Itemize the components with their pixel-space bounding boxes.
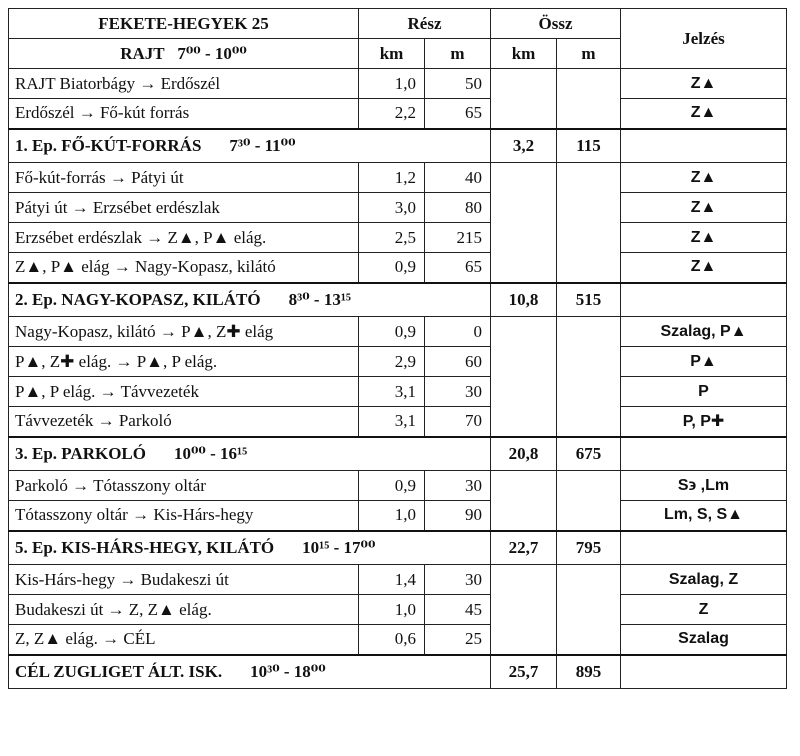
segment-ossz-m [557, 69, 621, 99]
segment-desc: Z, Z▲ elág. → CÉL [9, 625, 359, 655]
segment-ossz-m [557, 223, 621, 253]
stage-jel [621, 655, 787, 689]
stage-m: 895 [557, 655, 621, 689]
segment-ossz-km [491, 317, 557, 347]
segment-km: 2,9 [359, 347, 425, 377]
stage-title: 3. Ep. PARKOLÓ [15, 443, 146, 463]
segment-km: 2,5 [359, 223, 425, 253]
stage-m: 115 [557, 129, 621, 163]
stage-title: 1. Ep. FŐ-KÚT-FORRÁS [15, 135, 202, 155]
segment-m: 0 [425, 317, 491, 347]
stage-title: CÉL ZUGLIGET ÁLT. ISK. [15, 661, 223, 681]
stage-jel [621, 129, 787, 163]
segment-m: 60 [425, 347, 491, 377]
segment-ossz-m [557, 377, 621, 407]
segment-ossz-m [557, 163, 621, 193]
segment-jelzes: Z▲ [621, 223, 787, 253]
segment-ossz-km [491, 223, 557, 253]
segment-m: 40 [425, 163, 491, 193]
segment-km: 0,9 [359, 253, 425, 283]
segment-km: 0,6 [359, 625, 425, 655]
segment-jelzes: Szalag, Z [621, 565, 787, 595]
stage-title-cell [9, 437, 491, 471]
segment-jelzes: P, P✚ [621, 407, 787, 437]
stage-km: 20,8 [491, 437, 557, 471]
segment-jelzes: Z▲ [621, 193, 787, 223]
segment-row [9, 69, 787, 99]
resz-km: km [359, 39, 425, 69]
segment-row [9, 347, 787, 377]
segment-km: 1,2 [359, 163, 425, 193]
segment-km: 0,9 [359, 317, 425, 347]
segment-m: 215 [425, 223, 491, 253]
segment-ossz-m [557, 317, 621, 347]
segment-desc: RAJT Biatorbágy → Erdőszél [9, 69, 359, 99]
stage-jel [621, 531, 787, 565]
segment-jelzes: P▲ [621, 347, 787, 377]
segment-ossz-km [491, 377, 557, 407]
segment-ossz-m [557, 565, 621, 595]
col-ossz: Össz [491, 9, 621, 39]
segment-ossz-m [557, 595, 621, 625]
segment-km: 3,1 [359, 407, 425, 437]
segment-m: 30 [425, 471, 491, 501]
segment-row [9, 595, 787, 625]
stage-m: 675 [557, 437, 621, 471]
segment-km: 1,0 [359, 69, 425, 99]
segment-km: 1,4 [359, 565, 425, 595]
segment-jelzes: Szalag, P▲ [621, 317, 787, 347]
segment-row [9, 565, 787, 595]
segment-row [9, 407, 787, 437]
segment-jelzes: Z▲ [621, 163, 787, 193]
stage-row [9, 531, 787, 565]
segment-jelzes: Z▲ [621, 253, 787, 283]
rajt-time: 7⁰⁰ - 10⁰⁰ [177, 43, 247, 63]
segment-row [9, 163, 787, 193]
segment-m: 90 [425, 501, 491, 531]
segment-ossz-km [491, 565, 557, 595]
segment-jelzes: Z▲ [621, 69, 787, 99]
route-title: FEKETE-HEGYEK 25 [9, 9, 359, 39]
segment-jelzes: Z [621, 595, 787, 625]
segment-ossz-m [557, 99, 621, 129]
rajt-header [9, 39, 359, 69]
segment-row [9, 317, 787, 347]
stage-m: 515 [557, 283, 621, 317]
segment-desc: Tótasszony oltár → Kis-Hárs-hegy [9, 501, 359, 531]
stage-title-cell [9, 655, 491, 689]
segment-jelzes: P [621, 377, 787, 407]
segment-desc: Z▲, P▲ elág → Nagy-Kopasz, kilátó [9, 253, 359, 283]
segment-ossz-km [491, 253, 557, 283]
segment-ossz-km [491, 163, 557, 193]
stage-jel [621, 283, 787, 317]
segment-jelzes: Lm, S, S▲ [621, 501, 787, 531]
stage-row [9, 129, 787, 163]
segment-desc: Budakeszi út → Z, Z▲ elág. [9, 595, 359, 625]
segment-km: 1,0 [359, 595, 425, 625]
stage-km: 25,7 [491, 655, 557, 689]
segment-ossz-km [491, 193, 557, 223]
segment-desc: P▲, P elág. → Távvezeték [9, 377, 359, 407]
stage-km: 3,2 [491, 129, 557, 163]
segment-m: 80 [425, 193, 491, 223]
segment-m: 45 [425, 595, 491, 625]
stage-time: 10⁰⁰ - 16¹⁵ [173, 443, 248, 463]
segment-m: 65 [425, 253, 491, 283]
segment-desc: Erdőszél → Fő-kút forrás [9, 99, 359, 129]
segment-m: 70 [425, 407, 491, 437]
stage-m: 795 [557, 531, 621, 565]
segment-row [9, 471, 787, 501]
segment-ossz-m [557, 193, 621, 223]
stage-row [9, 283, 787, 317]
route-body [9, 69, 787, 689]
segment-ossz-m [557, 501, 621, 531]
segment-ossz-km [491, 471, 557, 501]
stage-row [9, 655, 787, 689]
segment-ossz-m [557, 347, 621, 377]
stage-time: 8³⁰ - 13¹⁵ [288, 289, 352, 309]
segment-ossz-m [557, 253, 621, 283]
segment-desc: Kis-Hárs-hegy → Budakeszi út [9, 565, 359, 595]
segment-row [9, 223, 787, 253]
stage-time: 10¹⁵ - 17⁰⁰ [302, 537, 376, 557]
segment-row [9, 377, 787, 407]
segment-row [9, 253, 787, 283]
segment-row [9, 625, 787, 655]
segment-m: 25 [425, 625, 491, 655]
rajt-label: RAJT [120, 43, 165, 63]
segment-desc: Parkoló → Tótasszony oltár [9, 471, 359, 501]
stage-km: 10,8 [491, 283, 557, 317]
segment-desc: Nagy-Kopasz, kilátó → P▲, Z✚ elág [9, 317, 359, 347]
ossz-km: km [491, 39, 557, 69]
segment-desc: P▲, Z✚ elág. → P▲, P elág. [9, 347, 359, 377]
resz-m: m [425, 39, 491, 69]
stage-title-cell [9, 283, 491, 317]
segment-jelzes: Szalag [621, 625, 787, 655]
segment-km: 1,0 [359, 501, 425, 531]
segment-ossz-km [491, 347, 557, 377]
stage-title: 5. Ep. KIS-HÁRS-HEGY, KILÁTÓ [15, 537, 275, 557]
segment-ossz-km [491, 99, 557, 129]
stage-time: 10³⁰ - 18⁰⁰ [250, 661, 326, 681]
segment-jelzes: Z▲ [621, 99, 787, 129]
segment-km: 0,9 [359, 471, 425, 501]
stage-jel [621, 437, 787, 471]
segment-ossz-km [491, 501, 557, 531]
stage-title-cell [9, 129, 491, 163]
stage-title: 2. Ep. NAGY-KOPASZ, KILÁTÓ [15, 289, 261, 309]
segment-row [9, 501, 787, 531]
segment-desc: Pátyi út → Erzsébet erdészlak [9, 193, 359, 223]
ossz-m: m [557, 39, 621, 69]
stage-time: 7³⁰ - 11⁰⁰ [229, 135, 296, 155]
segment-desc: Fő-kút-forrás → Pátyi út [9, 163, 359, 193]
col-jelzes: Jelzés [621, 9, 787, 69]
segment-ossz-km [491, 69, 557, 99]
segment-ossz-m [557, 471, 621, 501]
segment-row [9, 99, 787, 129]
segment-ossz-km [491, 625, 557, 655]
segment-desc: Távvezeték → Parkoló [9, 407, 359, 437]
stage-km: 22,7 [491, 531, 557, 565]
segment-m: 50 [425, 69, 491, 99]
segment-km: 3,0 [359, 193, 425, 223]
segment-desc: Erzsébet erdészlak → Z▲, P▲ elág. [9, 223, 359, 253]
segment-ossz-m [557, 625, 621, 655]
stage-row [9, 437, 787, 471]
segment-m: 30 [425, 565, 491, 595]
route-table [8, 8, 787, 689]
segment-ossz-km [491, 407, 557, 437]
segment-km: 2,2 [359, 99, 425, 129]
segment-ossz-km [491, 595, 557, 625]
segment-row [9, 193, 787, 223]
col-resz: Rész [359, 9, 491, 39]
stage-title-cell [9, 531, 491, 565]
segment-km: 3,1 [359, 377, 425, 407]
segment-m: 30 [425, 377, 491, 407]
segment-ossz-m [557, 407, 621, 437]
segment-jelzes: S϶ ,Lm [621, 471, 787, 501]
segment-m: 65 [425, 99, 491, 129]
